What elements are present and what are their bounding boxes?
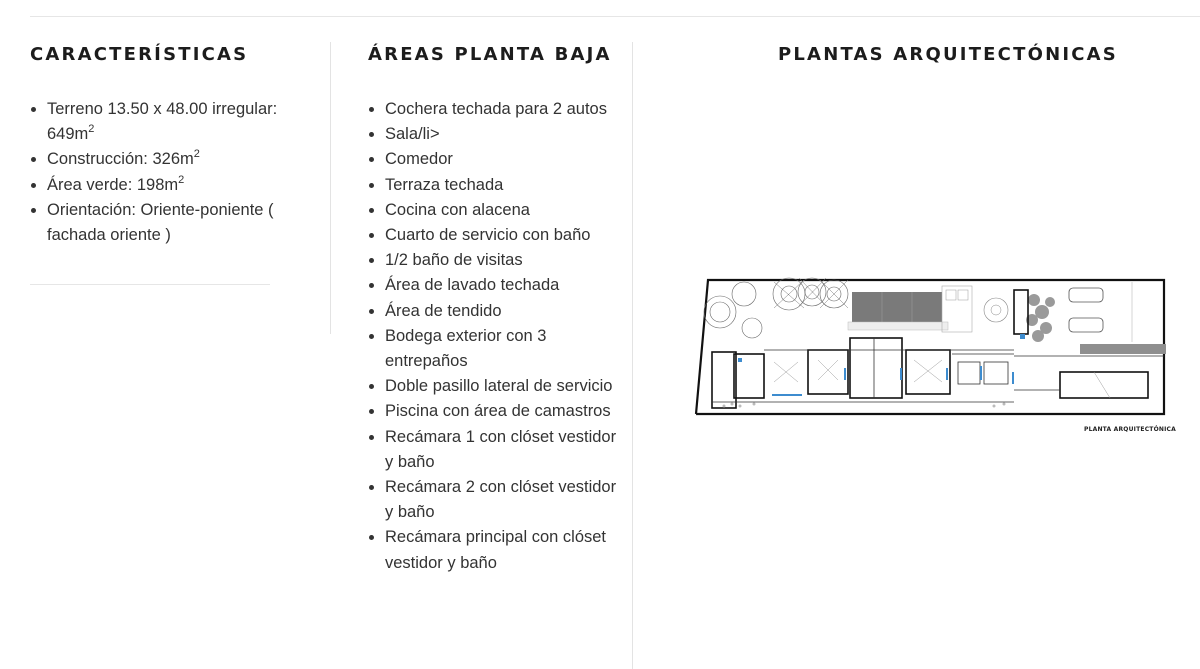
areas-list [368,97,620,576]
list-item: Área de lavado techada [368,273,620,298]
plantas-title: PLANTAS ARQUITECTÓNICAS [778,44,1118,65]
item-text: Terreno 13.50 x 48.00 irregular: 649m [47,100,278,144]
list-item: Piscina con área de camastros [368,399,620,424]
floor-plan-image[interactable] [694,272,1170,418]
superscript: 2 [193,148,200,161]
list-item: Bodega exterior con 3 entrepaños [368,324,620,374]
list-item: Recámara 2 con clóset vestidor y baño [368,475,620,525]
list-item: Cuarto de servicio con baño [368,223,620,248]
list-item: Doble pasillo lateral de servicio [368,374,620,399]
column-divider-2 [632,42,633,669]
superscript: 2 [178,173,185,186]
list-item: Recámara 1 con clóset vestidor y baño [368,425,620,475]
list-item: Sala/li> [368,122,620,147]
list-item: Comedor [368,147,620,172]
list-item [30,97,309,147]
item-text: Construcción: 326m [47,150,194,169]
floor-plan-caption: PLANTA ARQUITECTÓNICA [1084,426,1177,433]
item-text: Área verde: 198m [47,175,179,194]
list-item [30,173,309,198]
section-divider [30,284,270,285]
superscript: 2 [88,123,95,136]
list-item: 1/2 baño de visitas [368,248,620,273]
column-divider-1 [330,42,331,334]
list-item [30,198,309,248]
caracteristicas-title: CARACTERÍSTICAS [30,44,249,65]
list-item: Recámara principal con clóset vestidor y baño [368,525,620,575]
areas-title: ÁREAS PLANTA BAJA [368,44,612,65]
list-item [30,147,309,172]
list-item: Cocina con alacena [368,198,620,223]
item-text: Orientación: Oriente-poniente ( fachada oriente ) [47,200,274,245]
list-item: Área de tendido [368,299,620,324]
top-divider [30,16,1200,17]
list-item: Cochera techada para 2 autos [368,97,620,122]
list-item: Terraza techada [368,173,620,198]
caracteristicas-list [30,97,309,248]
